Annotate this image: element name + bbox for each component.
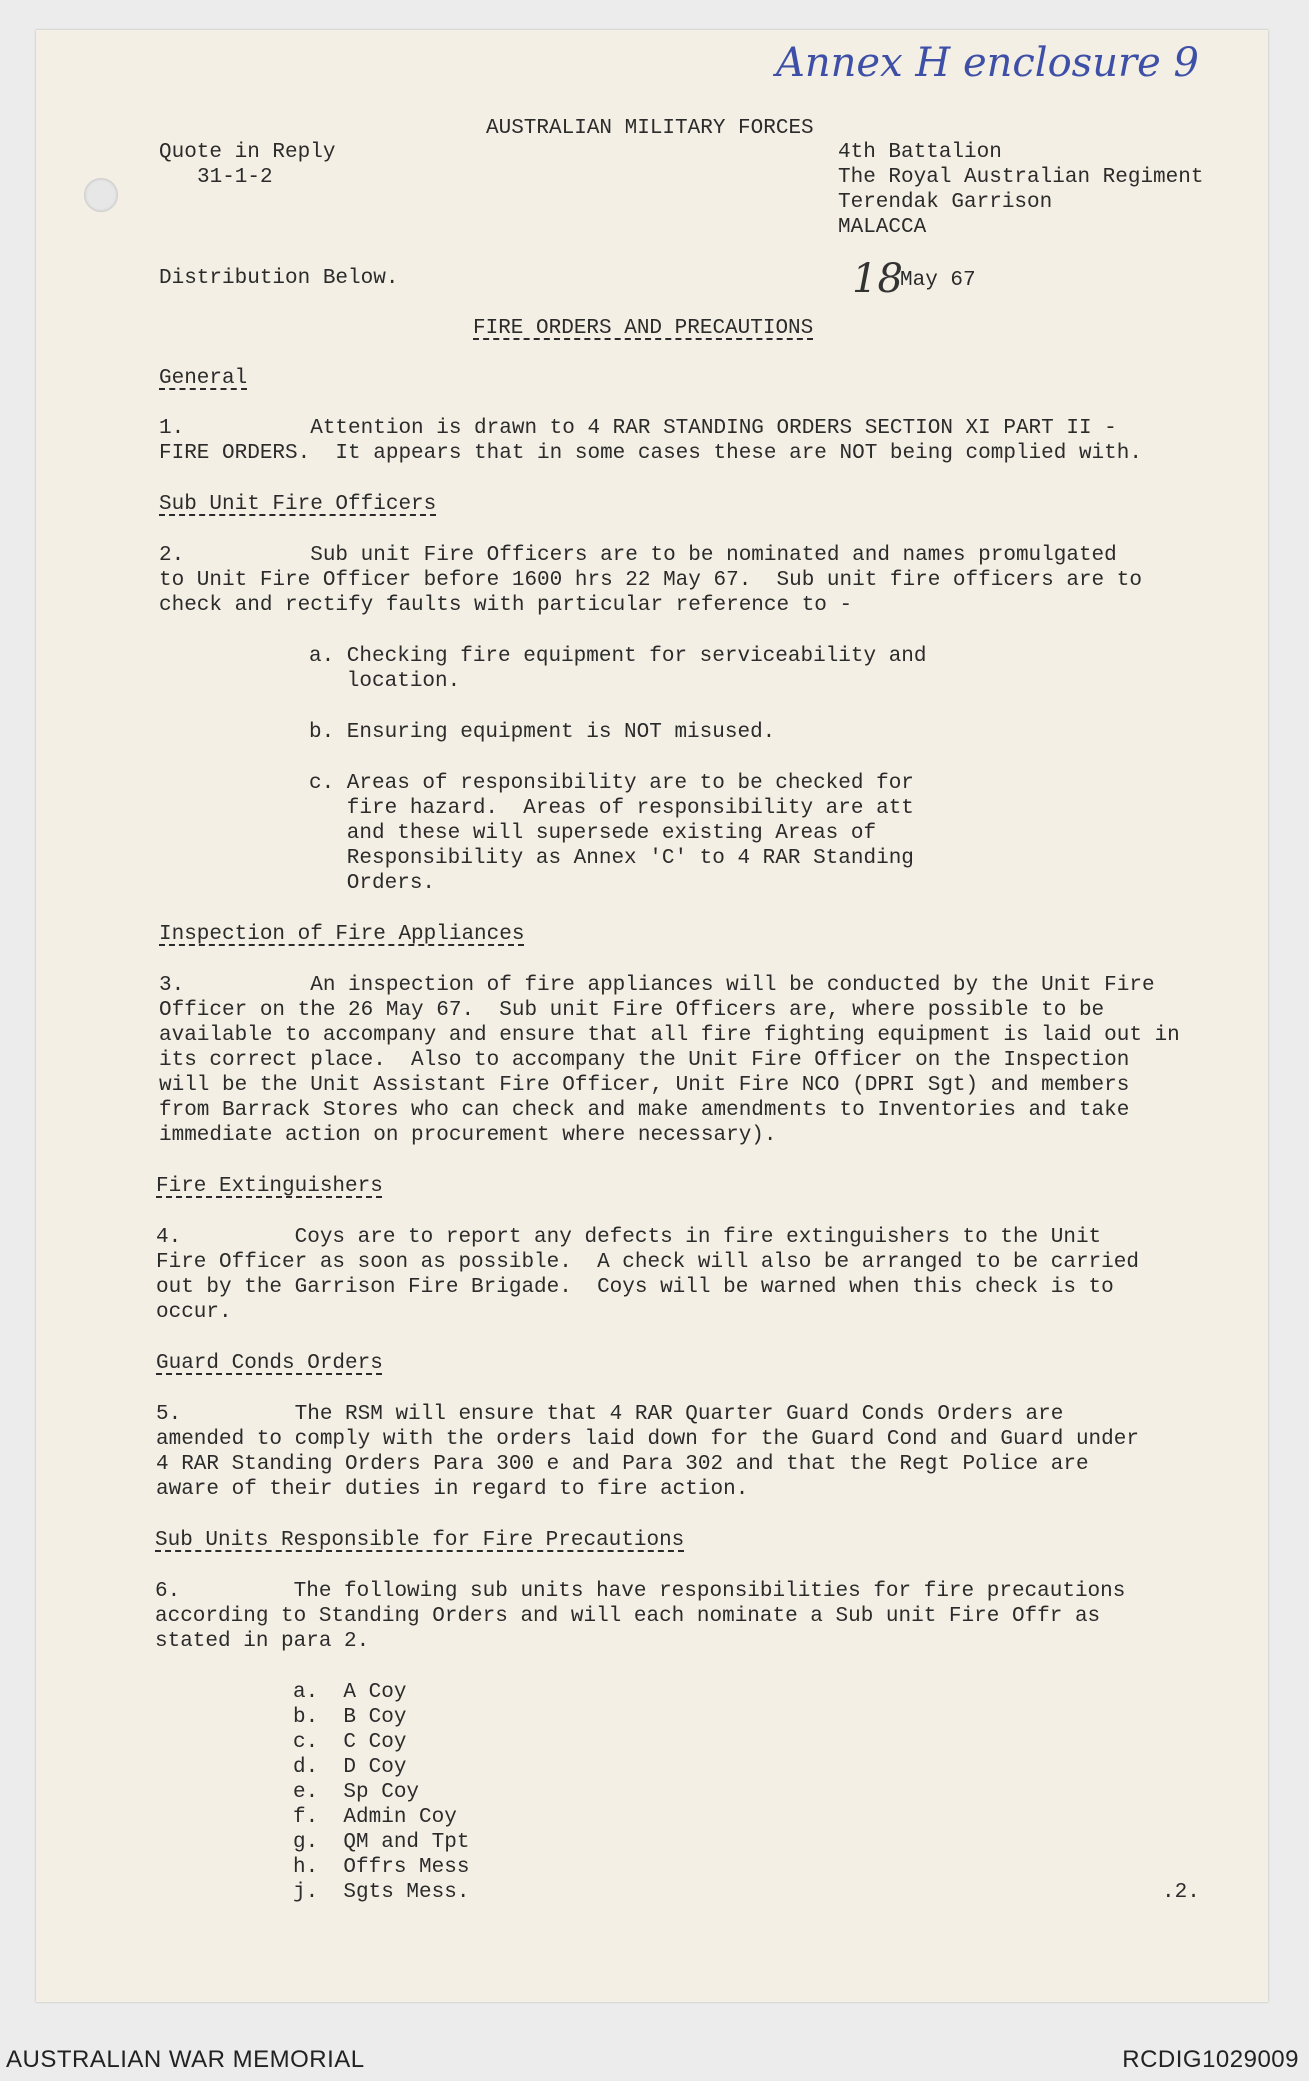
paragraph-line: 1. Attention is drawn to 4 RAR STANDING ORDERS SECTION XI PART II - <box>159 417 1117 440</box>
paragraph-line: Fire Officer as soon as possible. A check will also be arranged to be carried <box>156 1251 1139 1274</box>
list-item: location. <box>309 670 461 693</box>
sub-unit-item: d. D Coy <box>293 1756 407 1779</box>
list-item: Responsibility as Annex 'C' to 4 RAR Standing <box>309 847 914 870</box>
list-item: b. Ensuring equipment is NOT misused. <box>309 721 776 744</box>
paragraph-line: aware of their duties in regard to fire action. <box>156 1478 749 1501</box>
section-heading: Sub Unit Fire Officers <box>159 493 437 516</box>
sub-unit-item: f. Admin Coy <box>293 1806 457 1829</box>
date-day-handwritten: 18 <box>852 256 903 302</box>
footer-source: AUSTRALIAN WAR MEMORIAL <box>6 2046 365 2073</box>
sub-unit-item: h. Offrs Mess <box>293 1856 470 1879</box>
sub-unit-item: g. QM and Tpt <box>293 1831 470 1854</box>
paragraph-line: occur. <box>156 1301 232 1324</box>
org-heading: AUSTRALIAN MILITARY FORCES <box>486 117 814 140</box>
sub-unit-item: e. Sp Coy <box>293 1781 420 1804</box>
paragraph-line: from Barrack Stores who can check and make amendments to Inventories and take <box>159 1099 1130 1122</box>
paragraph-line: amended to comply with the orders laid down for the Guard Cond and Guard under <box>156 1428 1139 1451</box>
section-heading: Inspection of Fire Appliances <box>159 923 525 946</box>
paragraph-line: check and rectify faults with particular reference to - <box>159 594 853 617</box>
section-heading: Fire Extinguishers <box>156 1175 383 1198</box>
distribution: Distribution Below. <box>159 267 399 290</box>
date: May 67 <box>900 269 976 292</box>
sub-unit-item: c. C Coy <box>293 1731 407 1754</box>
paragraph-line: to Unit Fire Officer before 1600 hrs 22 May 67. Sub unit fire officers are to <box>159 569 1142 592</box>
sub-unit-item: b. B Coy <box>293 1706 407 1729</box>
quote-ref: 31-1-2 <box>197 166 273 189</box>
address-line: The Royal Australian Regiment <box>838 166 1204 189</box>
document-title: FIRE ORDERS AND PRECAUTIONS <box>473 317 814 340</box>
section-heading: Sub Units Responsible for Fire Precautions <box>155 1529 685 1552</box>
address-line: 4th Battalion <box>838 141 1002 164</box>
paragraph-line: 2. Sub unit Fire Officers are to be nominated and names promulgated <box>159 544 1117 567</box>
page-marker: .2. <box>1162 1881 1200 1904</box>
section-heading: Guard Conds Orders <box>156 1352 383 1375</box>
paragraph-line: available to accompany and ensure that all fire fighting equipment is laid out in <box>159 1024 1180 1047</box>
list-item: a. Checking fire equipment for serviceability and <box>309 645 927 668</box>
list-item: c. Areas of responsibility are to be checked for <box>309 772 914 795</box>
address-line: MALACCA <box>838 216 927 239</box>
list-item: and these will supersede existing Areas of <box>309 822 877 845</box>
paragraph-line: 4 RAR Standing Orders Para 300 e and Para 302 and that the Regt Police are <box>156 1453 1089 1476</box>
paragraph-line: stated in para 2. <box>155 1630 370 1653</box>
sub-unit-item: a. A Coy <box>293 1681 407 1704</box>
section-heading: General <box>159 367 248 390</box>
list-item: fire hazard. Areas of responsibility are att <box>309 797 914 820</box>
paragraph-line: 3. An inspection of fire appliances will be conducted by the Unit Fire <box>159 974 1155 997</box>
quote-label: Quote in Reply <box>159 141 336 164</box>
paragraph-line: 4. Coys are to report any defects in fire extinguishers to the Unit <box>156 1226 1102 1249</box>
paragraph-line: out by the Garrison Fire Brigade. Coys will be warned when this check is to <box>156 1276 1114 1299</box>
handwritten-annotation: Annex H enclosure 9 <box>776 40 1199 86</box>
paragraph-line: 6. The following sub units have responsibilities for fire precautions <box>155 1580 1126 1603</box>
list-item: Orders. <box>309 872 436 895</box>
footer-id: RCDIG1029009 <box>1122 2046 1299 2073</box>
paragraph-line: Officer on the 26 May 67. Sub unit Fire Officers are, where possible to be <box>159 999 1105 1022</box>
paragraph-line: immediate action on procurement where necessary). <box>159 1124 777 1147</box>
paragraph-line: its correct place. Also to accompany the Unit Fire Officer on the Inspection <box>159 1049 1130 1072</box>
paragraph-line: will be the Unit Assistant Fire Officer, Unit Fire NCO (DPRI Sgt) and members <box>159 1074 1130 1097</box>
address-line: Terendak Garrison <box>838 191 1053 214</box>
paragraph-line: according to Standing Orders and will each nominate a Sub unit Fire Offr as <box>155 1605 1101 1628</box>
paragraph-line: FIRE ORDERS. It appears that in some cases these are NOT being complied with. <box>159 442 1142 465</box>
paragraph-line: 5. The RSM will ensure that 4 RAR Quarter Guard Conds Orders are <box>156 1403 1064 1426</box>
sub-unit-item: j. Sgts Mess. <box>293 1881 470 1904</box>
punch-hole <box>84 178 118 212</box>
